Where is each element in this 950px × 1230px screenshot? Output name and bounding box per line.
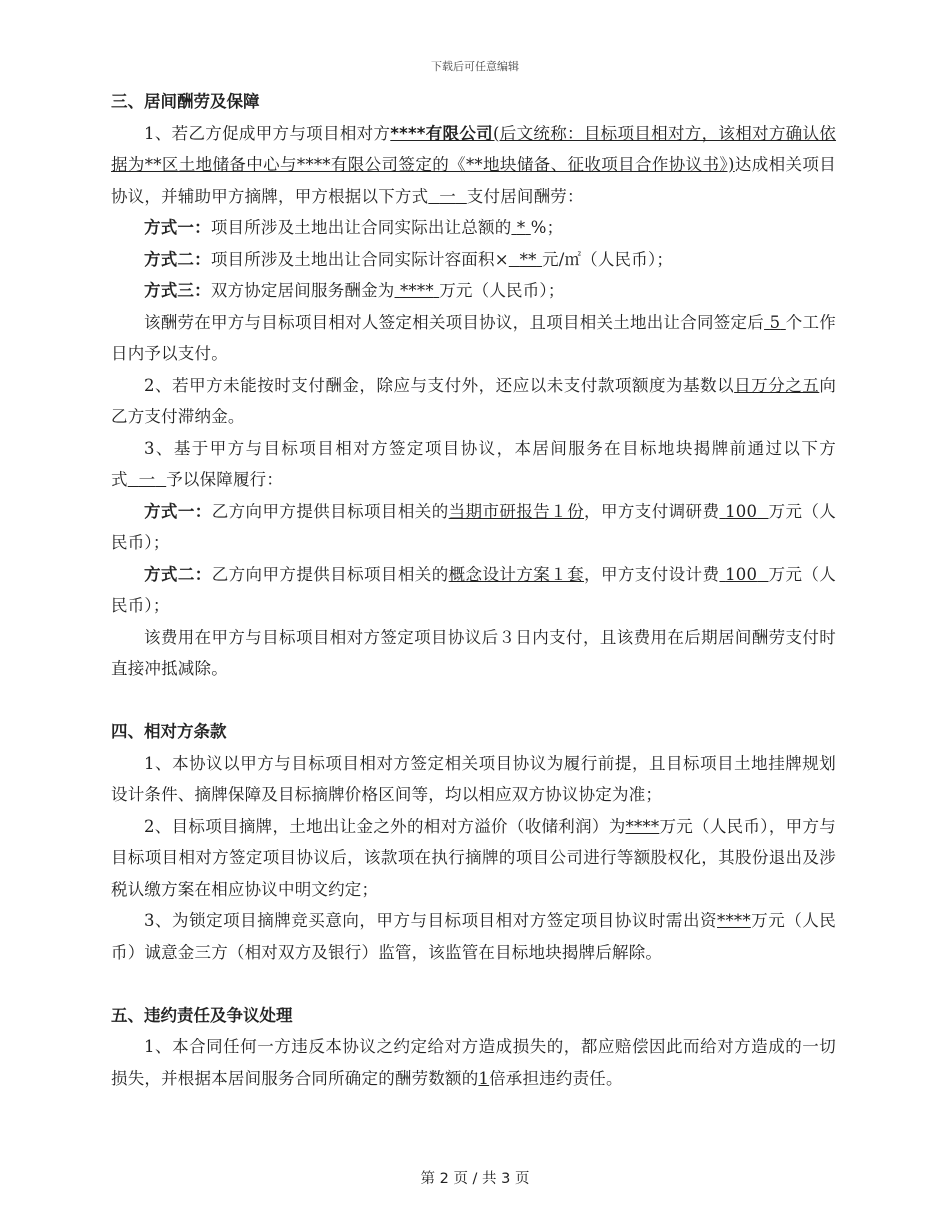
clause-3-3: 3、基于甲方与目标项目相对方签定项目协议，本居间服务在目标地块揭牌前通过以下方式 一 予以保障履行：	[111, 438, 836, 489]
page-number: 第 2 页 / 共 3 页	[420, 1171, 530, 1187]
payment-timing: 该酬劳在甲方与目标项目相对人签定相关项目协议，且项目相关土地出让合同签定后 5 个工作日内予以支付。	[111, 312, 836, 363]
fee-offset-note: 该费用在甲方与目标项目相对方签定项目协议后３日内支付，且该费用在后期居间酬劳支付时直接冲抵减除。	[111, 627, 836, 678]
section-3-title: 三、居间酬劳及保障	[111, 92, 260, 111]
clause-3-2: 2、若甲方未能按时支付酬金，除应与支付外，还应以未支付款项额度为基数以日万分之五向乙方支付滞纳金。	[111, 375, 837, 426]
section-5-title: 五、违约责任及争议处理	[111, 1005, 293, 1025]
clause-4-1: 1、本协议以甲方与目标项目相对方签定相关项目协议为履行前提，且目标项目土地挂牌规划设计条件、摘牌保障及目标摘牌价格区间等，均以相应双方协议协定为准；	[111, 753, 836, 804]
clause-4-3: 3、为锁定项目摘牌竞买意向，甲方与目标项目相对方签定项目协议时需出资****万元（人民币）诚意金三方（相对双方及银行）监管，该监管在目标地块揭牌后解除。	[111, 911, 836, 962]
section-4-title: 四、相对方条款	[111, 722, 227, 741]
page-header-note: 下载后可任意编辑	[431, 60, 519, 73]
payment-method-3: 方式三：双方协定居间服务酬金为 **** 万元（人民币）；	[144, 281, 565, 300]
guarantee-method-2: 方式二：乙方向甲方提供目标项目相关的概念设计方案１套，甲方支付设计费 100 万元（人民币）；	[111, 564, 836, 615]
clause-5-1: 1、本合同任何一方违反本协议之约定给对方造成损失的，都应赔偿因此而给对方造成的一切损失，并根据本居间服务合同所确定的酬劳数额的1倍承担违约责任。	[111, 1037, 836, 1088]
payment-method-1: 方式一：项目所涉及土地出让合同实际出让总额的 * %；	[144, 218, 564, 237]
guarantee-method-1: 方式一：乙方向甲方提供目标项目相关的当期市研报告１份，甲方支付调研费 100 万元（人民币）；	[111, 501, 836, 552]
company-name: ****有限公司	[390, 123, 493, 143]
document-body	[111, 86, 836, 1094]
clause-3-1: 1、若乙方促成甲方与项目相对方****有限公司(后文统称：目标项目相对方，该相对方确认依据为**区土地储备中心与****有限公司签定的《**地块储备、征收项目合作协议书》)达成相关项目协议，并辅助甲方摘牌，甲方根据以下方式 一 支付居间酬劳：	[111, 123, 837, 206]
clause-4-2: 2、目标项目摘牌，土地出让金之外的相对方溢价（收储利润）为****万元（人民币），甲方与目标项目相对方签定项目协议后，该款项在执行摘牌的项目公司进行等额股权化，其股份退出及涉税认缴方案在相应协议中明文约定；	[111, 816, 836, 899]
payment-method-2: 方式二：项目所涉及土地出让合同实际计容面积× ** 元/㎡（人民币）；	[144, 249, 674, 269]
payment-method-choice: 一	[439, 186, 456, 206]
